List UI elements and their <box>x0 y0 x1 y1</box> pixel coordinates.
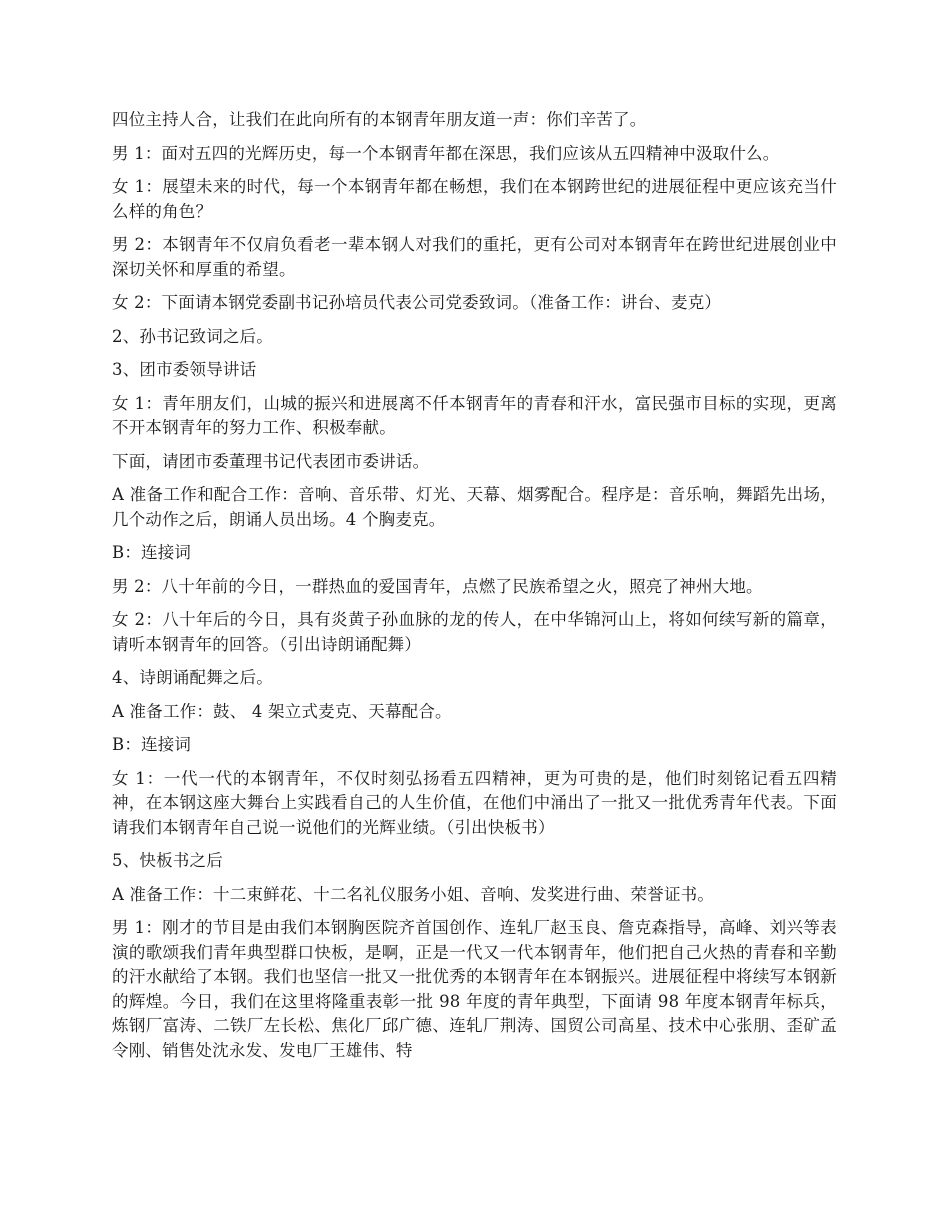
document-page <box>112 108 837 1072</box>
paragraph-9: 下面，请团市委董理书记代表团市委讲话。 <box>112 451 430 471</box>
paragraph-18: 5、快板书之后 <box>112 851 223 870</box>
paragraph-11: B：连接词 <box>112 543 192 562</box>
paragraph-10: A 准备工作和配合工作：音响、音乐带、灯光、天幕、烟雾配合。程序是：音乐响，舞蹈先出场，几个动作之后，朗诵人员出场。4 个胸麦克。 <box>112 485 837 529</box>
paragraph-6: 2、孙书记致词之后。 <box>112 326 273 346</box>
paragraph-20: 男 1：刚才的节目是由我们本钢胸医院齐首国创作、连轧厂赵玉良、詹克森指导，高峰、刘兴等表演的歌颂我们青年典型群口快板，是啊，正是一代又一代本钢青年，他们把自己火热的青春和辛勤的汗水献给了本钢。我们也坚信一批又一批优秀的本钢青年在本钢振兴。进展征程中将续写本钢新的辉煌。今日，我们在这里将隆重表彰一批 98 年度的青年典型，下面请 98 年度本钢青年标兵，炼钢厂富涛、二铁厂左长松、焦化厂邱广德、连轧厂荆涛、国贸公司高星、技术中心张朋、歪矿孟令刚、销售处沈永发、发电厂王雄伟、特 <box>112 918 837 1060</box>
paragraph-4: 男 2：本钢青年不仅肩负看老一辈本钢人对我们的重托，更有公司对本钢青年在跨世纪进展创业中深切关怀和厚重的希望。 <box>112 235 837 279</box>
paragraph-17: 女 1：一代一代的本钢青年，不仅时刻弘扬看五四精神，更为可贵的是，他们时刻铭记看五四精神，在本钢这座大舞台上实践看自己的人生价值，在他们中涌出了一批又一批优秀青年代表。下面请我们本钢青年自己说一说他们的光辉业绩。（引出快板书） <box>112 768 837 837</box>
paragraph-1: 四位主持人合，让我们在此向所有的本钢青年朋友道一声：你们辛苦了。 <box>112 110 647 129</box>
paragraph-19: A 准备工作：十二束鲜花、十二名礼仪服务小姐、音响、发奖进行曲、荣誉证书。 <box>112 884 715 904</box>
paragraph-16: B：连接词 <box>112 735 192 754</box>
paragraph-12: 男 2：八十年前的今日，一群热血的爱国青年，点燃了民族希望之火，照亮了神州大地。 <box>112 576 763 596</box>
paragraph-15: A 准备工作：鼓、 4 架立式麦克、天幕配合。 <box>112 701 452 721</box>
paragraph-8: 女 1：青年朋友们，山城的振兴和进展离不仟本钢青年的青春和汗水，富民强市目标的实现，更离不开本钢青年的努力工作、积极奉献。 <box>112 393 837 437</box>
paragraph-13: 女 2：八十年后的今日，具有炎黄子孙血脉的龙的传人，在中华锦河山上，将如何续写新的篇章，请听本钢青年的回答。（引出诗朗诵配舞） <box>112 610 837 654</box>
paragraph-2: 男 1：面对五四的光辉历史，每一个本钢青年都在深思，我们应该从五四精神中汲取什么。 <box>112 143 780 163</box>
paragraph-7: 3、团市委领导讲话 <box>112 360 257 379</box>
paragraph-14: 4、诗朗诵配舞之后。 <box>112 668 273 687</box>
paragraph-5: 女 2：下面请本钢党委副书记孙培员代表公司党委致词。（准备工作：讲台、麦克） <box>112 293 722 312</box>
paragraph-3: 女 1：展望未来的时代，每一个本钢青年都在畅想，我们在本钢跨世纪的进展征程中更应该充当什么样的角色？ <box>112 177 837 221</box>
